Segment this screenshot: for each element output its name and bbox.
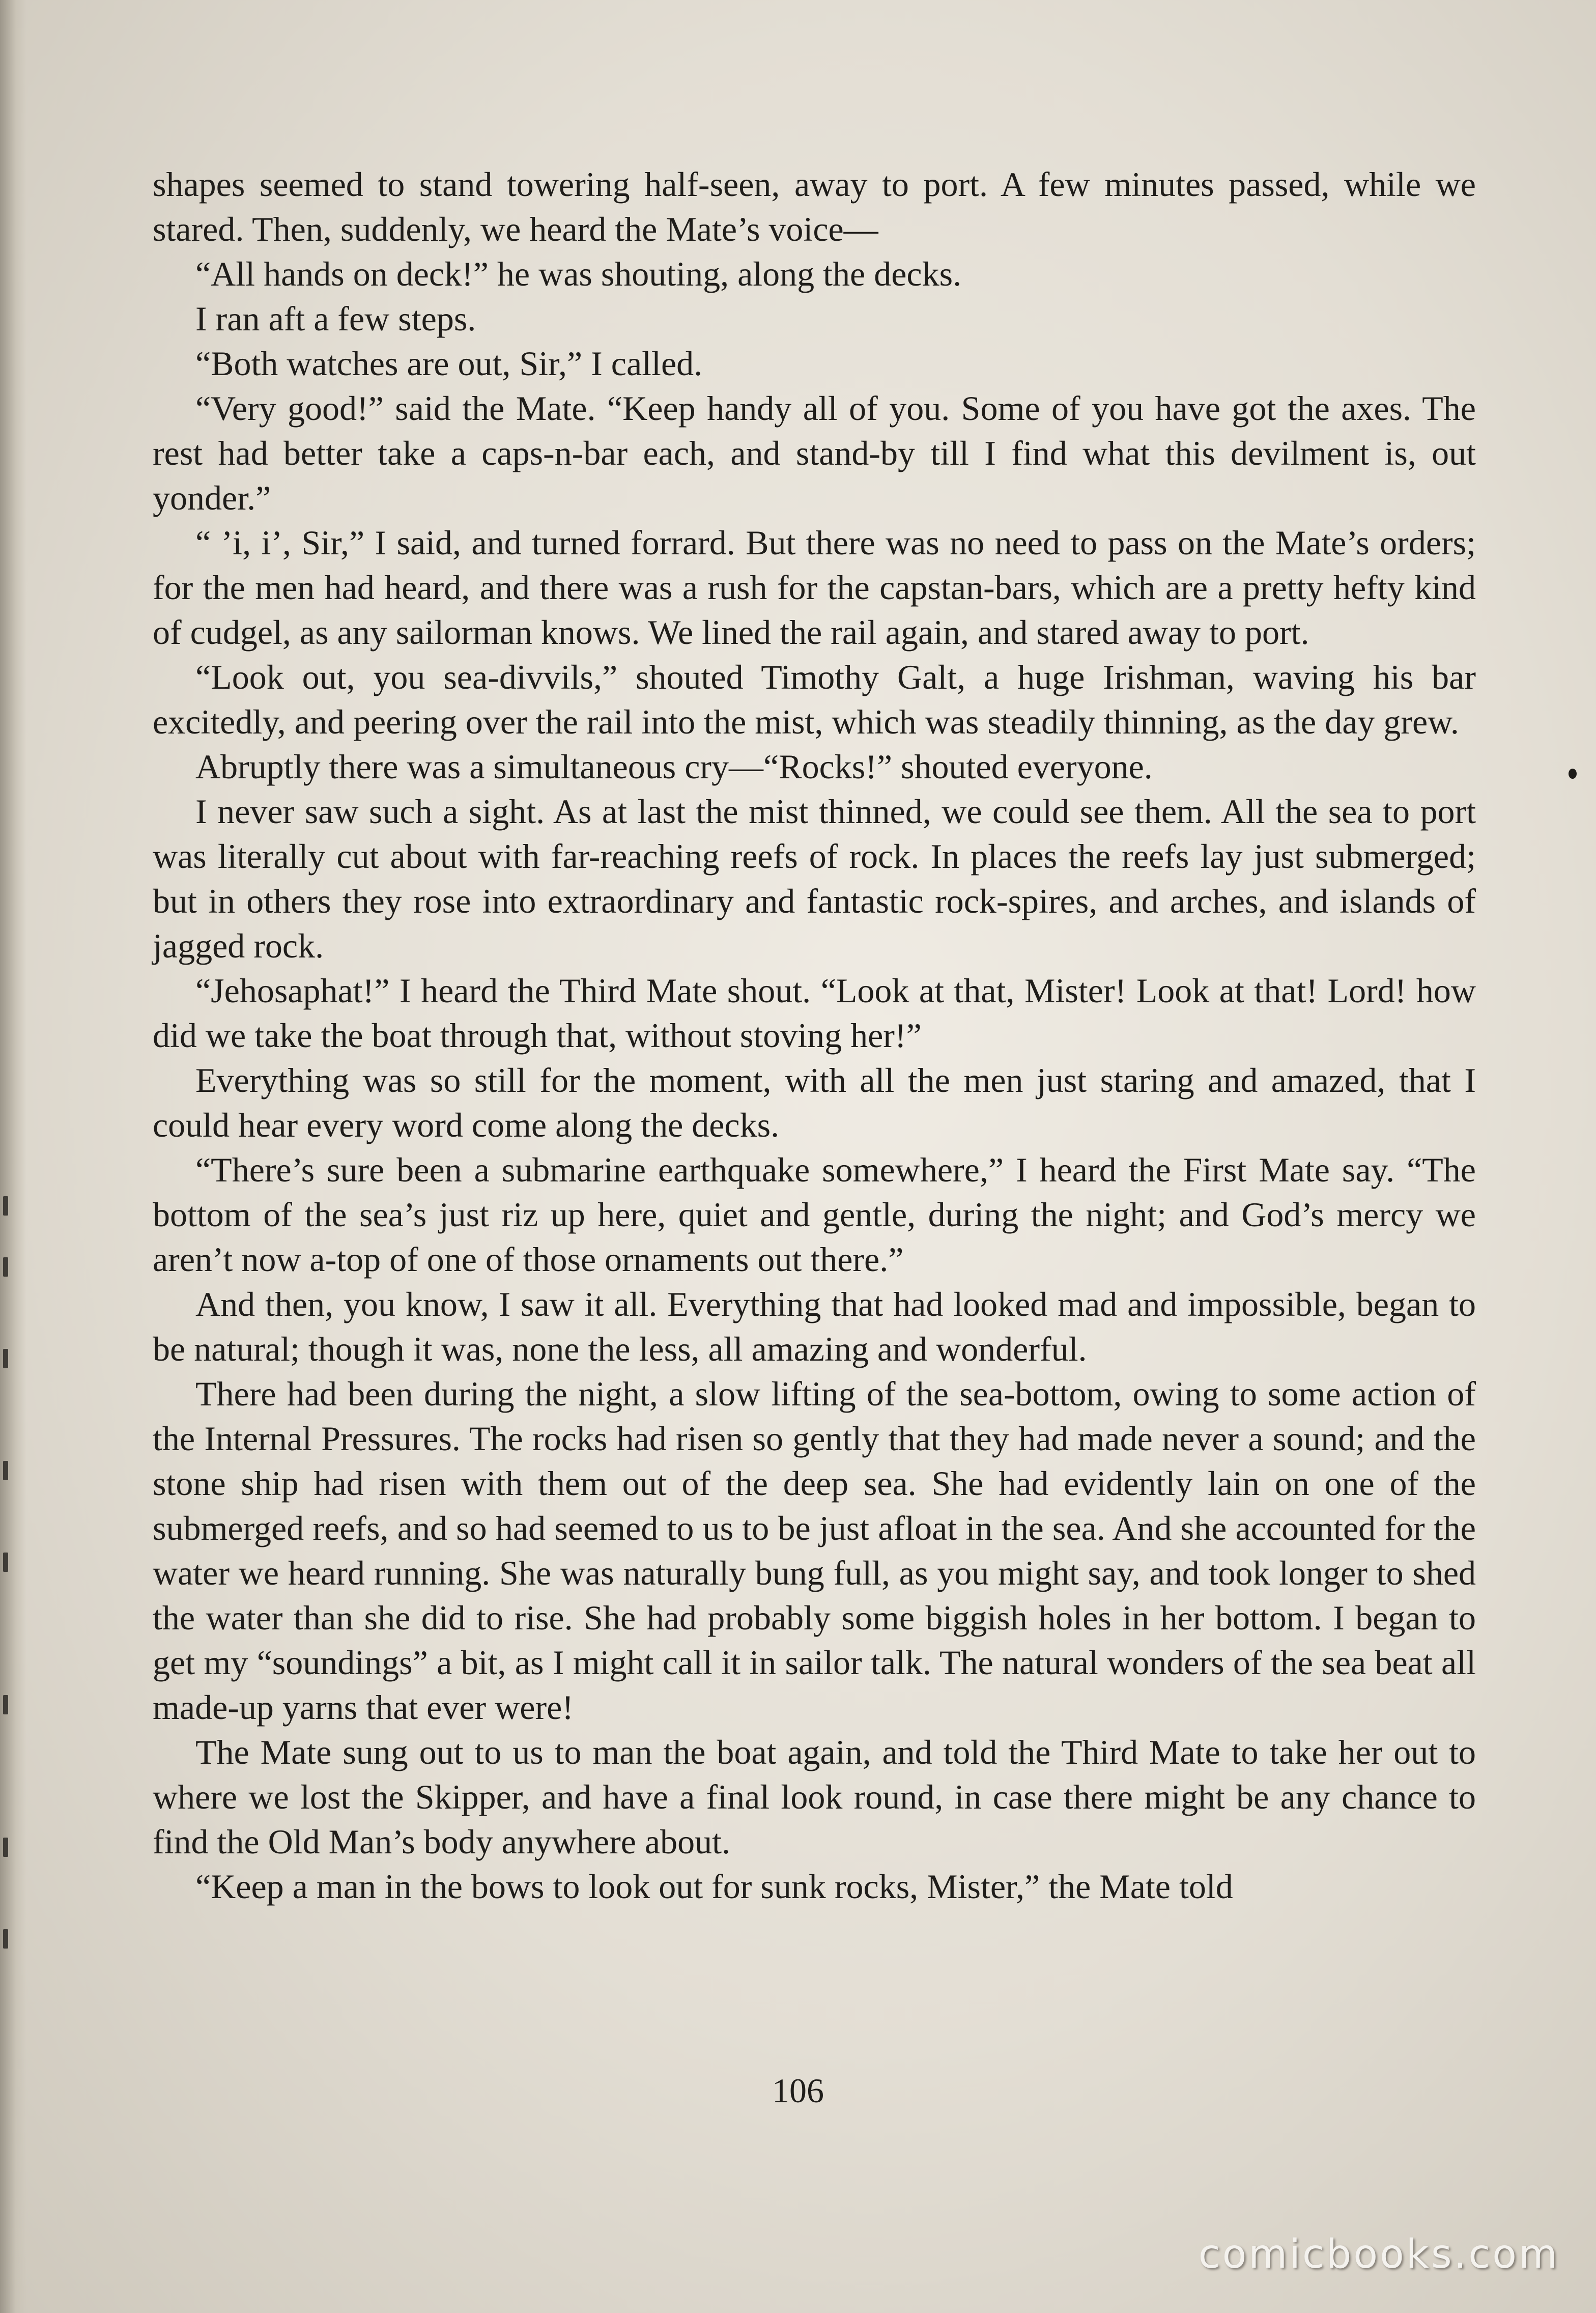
- paragraph-4: “Both watches are out, Sir,” I called.: [195, 344, 703, 383]
- bleed-through-marks: [3, 1196, 13, 1960]
- paragraph-1: shapes seemed to stand towering half-seen, away to port. A few minutes passed, while we stared. Then, suddenly, we heard the Mate’s voice—: [153, 165, 1476, 248]
- paragraph-9: I never saw such a sight. As at last the mist thinned, we could see them. All the sea to port was literally cut about with far-reaching reefs of rock. In places the reefs lay just submerged; but in others they rose into extraordinary and fantastic rock-spires, and arches, and islands of jagged rock.: [153, 792, 1476, 965]
- paragraph-2: “All hands on deck!” he was shouting, along the decks.: [195, 255, 962, 293]
- ink-speck: [1569, 769, 1577, 779]
- site-watermark: comicbooks.com: [1198, 2232, 1559, 2277]
- paragraph-12: “There’s sure been a submarine earthquake somewhere,” I heard the First Mate say. “The bottom of the sea’s just riz up here, quiet and gentle, during the night; and God’s mercy we aren’t now a-top of one of those ornaments out there.”: [153, 1150, 1476, 1279]
- binding-edge: [0, 0, 26, 2313]
- paragraph-15: The Mate sung out to us to man the boat again, and told the Third Mate to take her out to where we lost the Skipper, and have a final look round, in case there might be any chance to find the Old Man’s body anywhere about.: [153, 1733, 1476, 1861]
- page-number: 106: [772, 2071, 824, 2110]
- paragraph-11: Everything was so still for the moment, with all the men just staring and amazed, that I could hear every word come along the decks.: [153, 1061, 1476, 1144]
- paragraph-8: Abruptly there was a simultaneous cry—“Rocks!” shouted everyone.: [195, 747, 1153, 786]
- paragraph-13: And then, you know, I saw it all. Everything that had looked mad and impossible, began to be natural; though it was, none the less, all amazing and wonderful.: [153, 1285, 1476, 1368]
- body-text: [153, 162, 1476, 1909]
- paragraph-5: “Very good!” said the Mate. “Keep handy all of you. Some of you have got the axes. The rest had better take a caps-n-bar each, and stand-by till I find what this devilment is, out yonder.”: [153, 389, 1476, 517]
- paragraph-6: “ ’i, i’, Sir,” I said, and turned forrard. But there was no need to pass on the Mate’s orders; for the men had heard, and there was a rush for the capstan-bars, which are a pretty hefty kind of cudgel, as any sailorman knows. We lined the rail again, and stared away to port.: [153, 523, 1476, 652]
- paragraph-10: “Jehosaphat!” I heard the Third Mate shout. “Look at that, Mister! Look at that! Lord! how did we take the boat through that, without stoving her!”: [153, 971, 1476, 1055]
- paragraph-16: “Keep a man in the bows to look out for sunk rocks, Mister,” the Mate told: [195, 1867, 1233, 1906]
- paragraph-14: There had been during the night, a slow lifting of the sea-bottom, owing to some action of the Internal Pressures. The rocks had risen so gently that they had made never a sound; and the stone ship had risen with them out of the deep sea. She had evidently lain on one of the submerged reefs, and so had seemed to us to be just afloat in the sea. And she accounted for the water we heard running. She was naturally bung full, as you might say, and took longer to shed the water than she did to rise. She had probably some biggish holes in her bottom. I began to get my “soundings” a bit, as I might call it in sailor talk. The natural wonders of the sea beat all made-up yarns that ever were!: [153, 1374, 1476, 1727]
- paragraph-3: I ran aft a few steps.: [195, 299, 476, 338]
- paragraph-7: “Look out, you sea-divvils,” shouted Timothy Galt, a huge Irishman, waving his bar excitedly, and peering over the rail into the mist, which was steadily thinning, as the day grew.: [153, 658, 1476, 741]
